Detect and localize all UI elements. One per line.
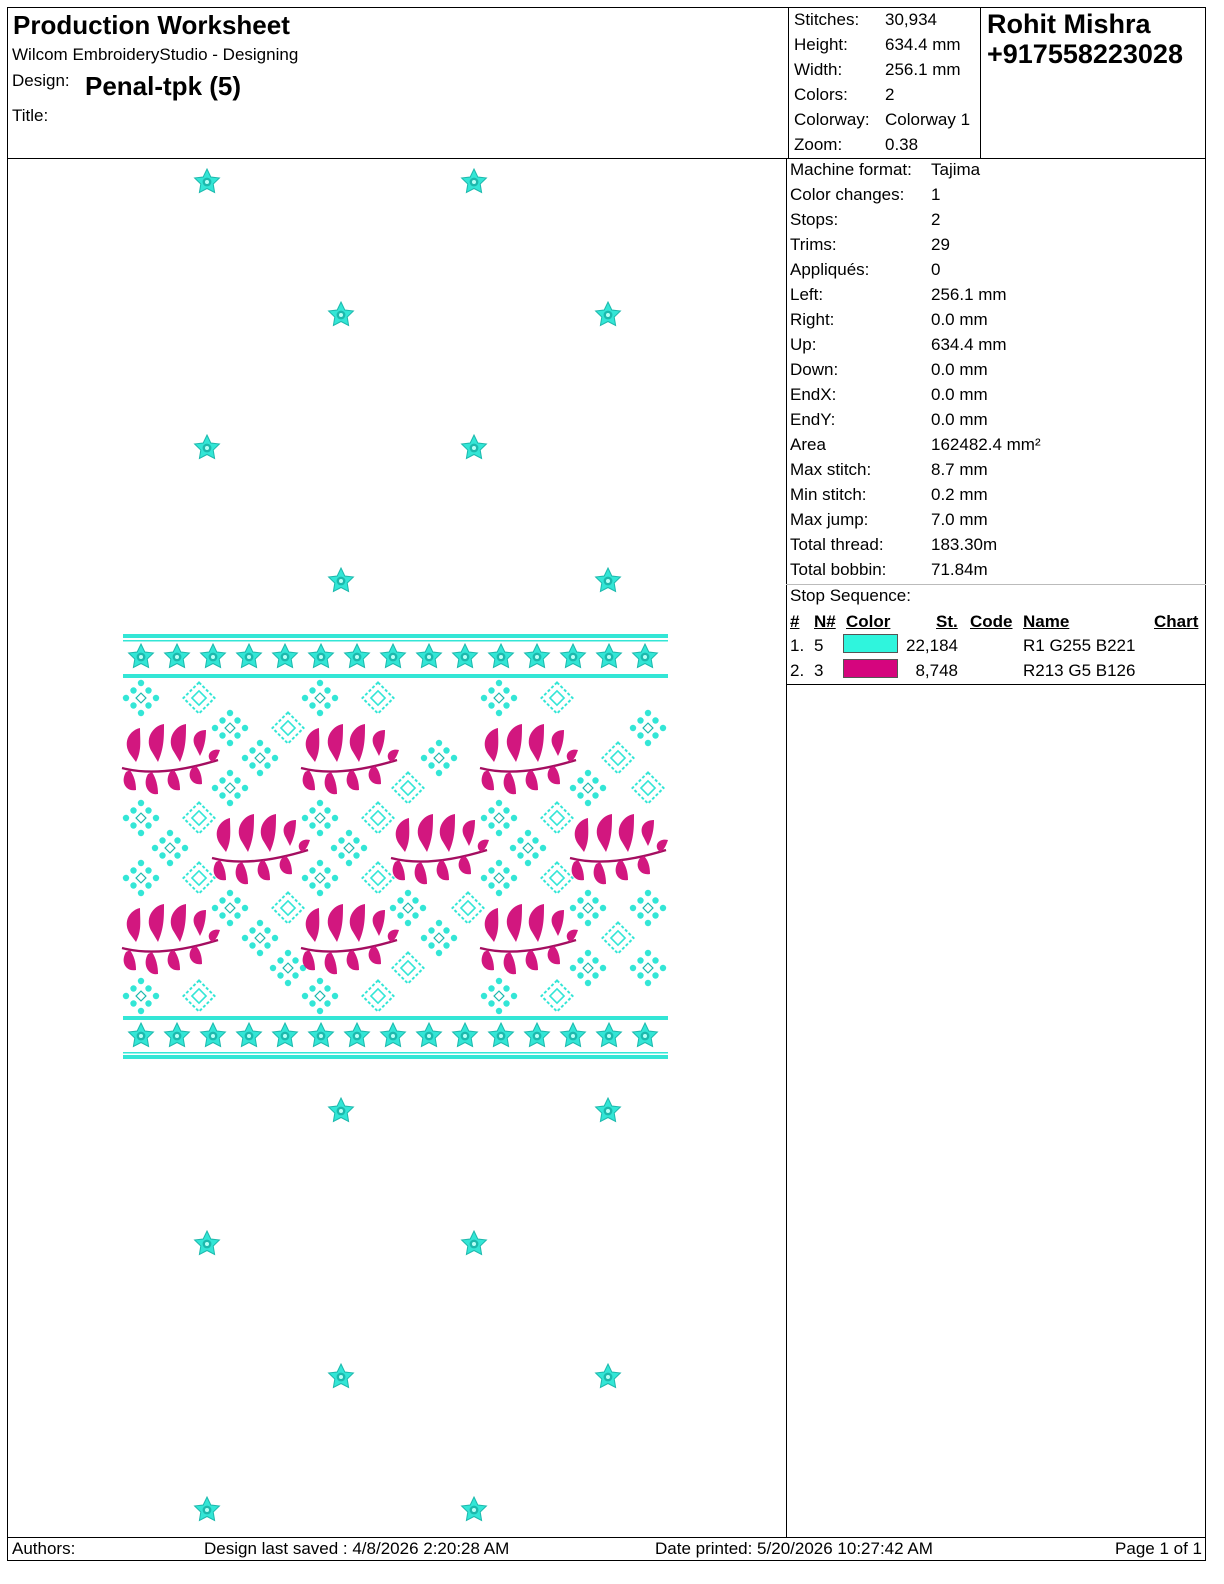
border-panel [122, 634, 668, 1059]
detail-label: Machine format: [790, 160, 912, 179]
detail-label: Color changes: [790, 185, 905, 204]
summary-label: Height: [794, 35, 848, 54]
top-star-band [129, 644, 658, 668]
detail-label: Area [790, 435, 826, 454]
row-name: R1 G255 B221 [1023, 636, 1136, 655]
detail-value: 71.84m [931, 560, 988, 579]
summary-divider [788, 7, 789, 159]
detail-label: Max stitch: [790, 460, 872, 479]
detail-value: 1 [931, 185, 941, 204]
summary-label: Width: [794, 60, 843, 79]
detail-label: Left: [790, 285, 824, 304]
row-num: 2. [790, 661, 805, 680]
design-label: Design: [12, 71, 70, 90]
row-num: 1. [790, 636, 805, 655]
col-header-chart: Chart [1154, 612, 1199, 631]
detail-value: 0.2 mm [931, 485, 988, 504]
bottom-star-band [129, 1023, 658, 1047]
detail-label: Max jump: [790, 510, 869, 529]
detail-value: 0 [931, 260, 941, 279]
row-needle: 5 [814, 636, 824, 655]
detail-value: 0.0 mm [931, 360, 988, 379]
detail-label: Trims: [790, 235, 837, 254]
row-name: R213 G5 B126 [1023, 661, 1136, 680]
row-stitches: 22,184 [906, 636, 958, 655]
detail-value: 0.0 mm [931, 385, 988, 404]
detail-label: EndX: [790, 385, 837, 404]
col-header-code: Code [970, 612, 1013, 631]
detail-label: Appliqués: [790, 260, 870, 279]
detail-label: Total thread: [790, 535, 884, 554]
leaf-sprays [122, 724, 668, 974]
detail-label: Total bobbin: [790, 560, 887, 579]
summary-value: 0.38 [885, 135, 919, 154]
page-title: Production Worksheet [13, 10, 290, 40]
footer-date-printed: Date printed: 5/20/2026 10:27:42 AM [655, 1539, 933, 1558]
color-swatch [843, 634, 898, 653]
col-header-name: Name [1023, 612, 1070, 631]
footer-page-number: Page 1 of 1 [1115, 1539, 1202, 1558]
detail-value: 2 [931, 210, 941, 229]
stop-sequence-divider [786, 584, 1206, 585]
footer-box [7, 1537, 1206, 1561]
col-header-num: # [790, 612, 800, 631]
detail-label: Right: [790, 310, 835, 329]
detail-label: Stops: [790, 210, 839, 229]
owner-name: Rohit Mishra [987, 9, 1151, 39]
summary-value: 634.4 mm [885, 35, 961, 54]
detail-label: Min stitch: [790, 485, 867, 504]
detail-value: 0.0 mm [931, 310, 988, 329]
summary-value: Colorway 1 [885, 110, 971, 129]
summary-label: Colorway: [794, 110, 870, 129]
row-stitches: 8,748 [915, 661, 958, 680]
col-header-color: Color [846, 612, 891, 631]
col-header-needle: N# [814, 612, 836, 631]
detail-label: Up: [790, 335, 817, 354]
row-needle: 3 [814, 661, 824, 680]
detail-label: Down: [790, 360, 839, 379]
summary-value: 256.1 mm [885, 60, 961, 79]
owner-divider [980, 7, 981, 159]
color-swatch [843, 659, 898, 678]
owner-phone: +917558223028 [987, 39, 1183, 69]
summary-label: Stitches: [794, 10, 860, 29]
detail-label: EndY: [790, 410, 836, 429]
detail-value: 8.7 mm [931, 460, 988, 479]
detail-value: 183.30m [931, 535, 998, 554]
detail-value: 256.1 mm [931, 285, 1007, 304]
col-header-stitches: St. [936, 612, 958, 631]
footer-authors: Authors: [12, 1539, 76, 1558]
footer-last-saved: Design last saved : 4/8/2026 2:20:28 AM [204, 1539, 510, 1558]
detail-value: Tajima [931, 160, 981, 179]
detail-value: 0.0 mm [931, 410, 988, 429]
summary-label: Colors: [794, 85, 848, 104]
design-name: Penal-tpk (5) [85, 71, 242, 101]
summary-value: 2 [885, 85, 895, 104]
summary-value: 30,934 [885, 10, 937, 29]
stop-sequence-label: Stop Sequence: [790, 586, 911, 605]
software-name: Wilcom EmbroideryStudio - Designing [12, 45, 299, 64]
summary-label: Zoom: [794, 135, 843, 154]
detail-value: 29 [931, 235, 950, 254]
design-preview [8, 160, 784, 1536]
title-label: Title: [12, 106, 49, 125]
detail-value: 7.0 mm [931, 510, 988, 529]
detail-value: 634.4 mm [931, 335, 1007, 354]
detail-value: 162482.4 mm² [931, 435, 1041, 454]
